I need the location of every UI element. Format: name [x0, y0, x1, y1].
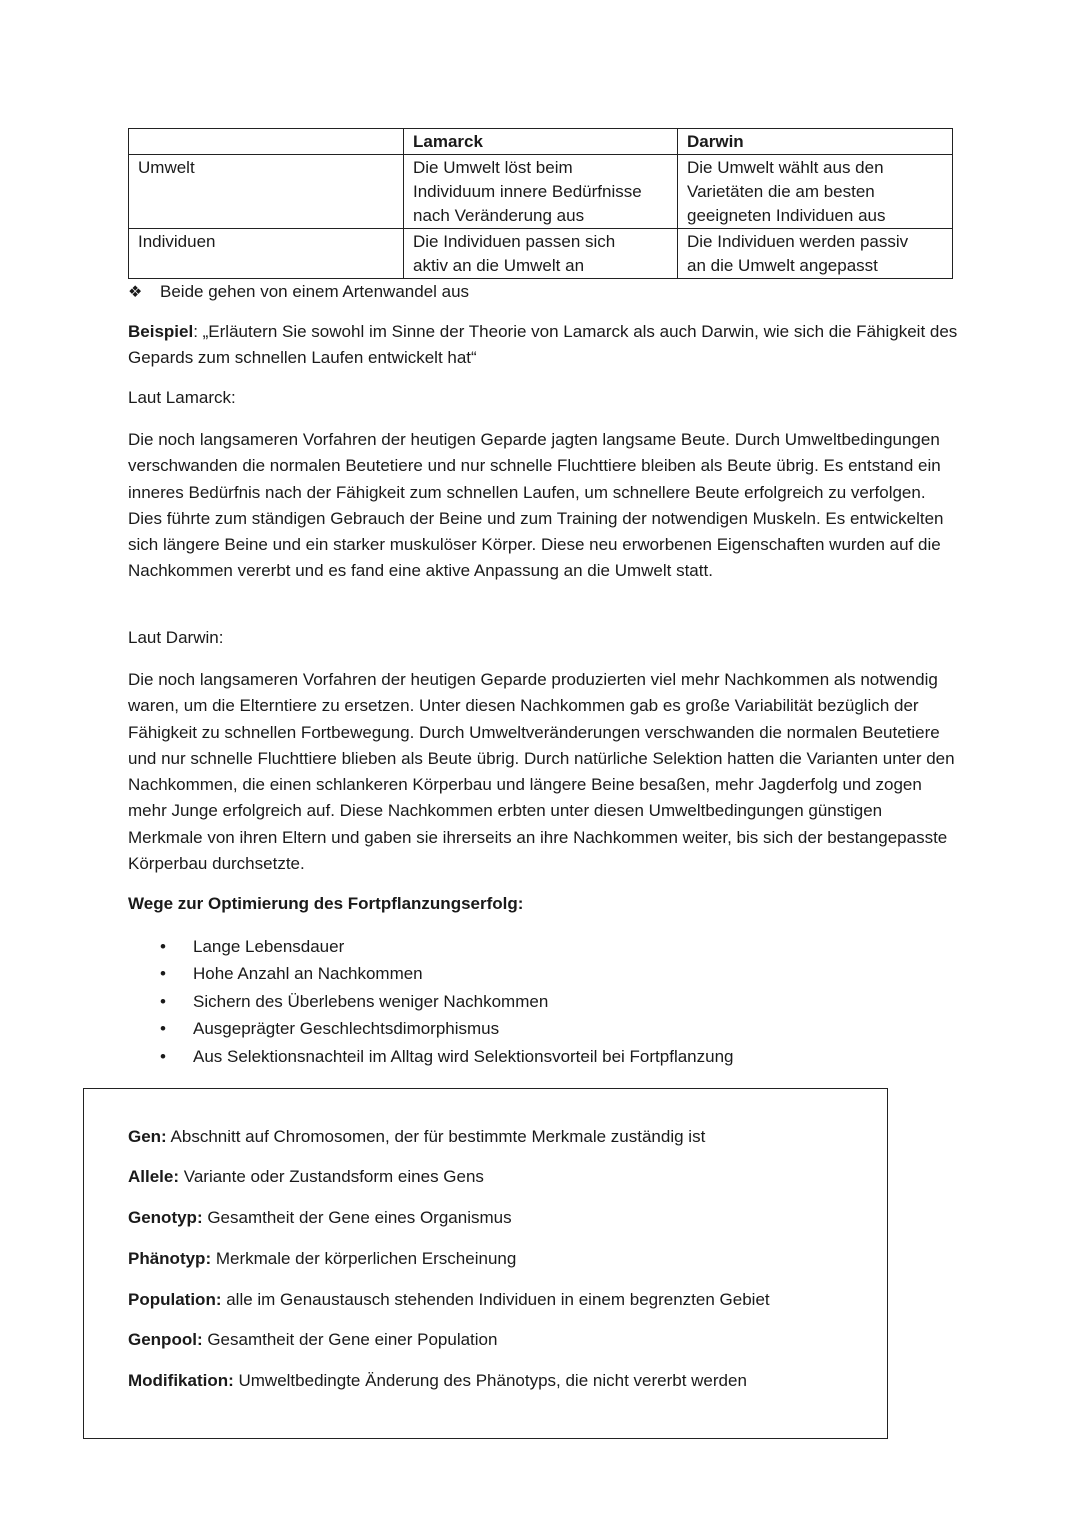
strategies-list — [160, 933, 734, 1070]
definition-term: Allele: — [128, 1167, 180, 1186]
list-item-text: Lange Lebensdauer — [193, 937, 345, 956]
list-item-text: Ausgeprägter Geschlechtsdimorphismus — [193, 1019, 500, 1039]
table-row — [129, 155, 953, 229]
diamond-bullet-icon: ❖ — [128, 284, 143, 301]
example-text: : „Erläutern Sie sowohl im Sinne der Theorie von Lamarck als auch Darwin, wie sich die Fähigkeit des Gepards zum schnellen Laufen entwickelt hat“ — [128, 322, 958, 368]
definition-text: Merkmale der körperlichen Erscheinung — [211, 1249, 517, 1268]
definition-item — [128, 1165, 484, 1189]
cell-line: an die Umwelt angepasst — [687, 256, 878, 275]
strategies-heading — [128, 891, 958, 917]
list-item — [160, 988, 734, 1015]
list-item — [160, 1043, 734, 1070]
definition-item — [128, 1125, 705, 1149]
cell-line: Individuum innere Bedürfnisse — [413, 182, 642, 201]
cell-line: Die Individuen passen sich — [413, 232, 616, 251]
definition-item — [128, 1369, 747, 1393]
definition-text: alle im Genaustausch stehenden Individuen in einem begrenzten Gebiet — [221, 1290, 770, 1309]
cell-line: Die Individuen werden passiv — [687, 232, 909, 251]
example-label: Beispiel — [128, 322, 194, 341]
lamarck-paragraph: Die noch langsameren Vorfahren der heutigen Geparde jagten langsame Beute. Durch Umweltbedingungen verschwanden die normalen Beutetiere und nur schnelle Fluchttiere bleiben als Beute übrig. Es entstand ein inneres Bedürfnis nach der Fähigkeit zum schnellen Laufen, um schnellere Beute erfolgreich zu verfolgen. Dies führte zum ständigen Gebrauch der Beine und zum Training der notwendigen Muskeln. Es entwickelten sich längere Beine und ein starker muskulöser Körper. Diese neu erworbenen Eigenschaften wurden auf die Nachkommen vererbt und es fand eine aktive Anpassung an die Umwelt statt. — [128, 430, 944, 581]
definition-item — [128, 1206, 512, 1230]
definition-text: Gesamtheit der Gene eines Organismus — [202, 1208, 512, 1227]
lamarck-heading: Laut Lamarck: — [128, 388, 236, 407]
definition-text: Abschnitt auf Chromosomen, der für bestimmte Merkmale zuständig ist — [166, 1127, 706, 1146]
bullet-icon: • — [160, 1019, 166, 1039]
bullet-icon: • — [160, 937, 166, 956]
definition-item — [128, 1247, 516, 1271]
row-label: Umwelt — [129, 155, 404, 229]
darwin-heading: Laut Darwin: — [128, 628, 224, 647]
lamarck-cell — [404, 155, 678, 229]
definition-term: Gen: — [128, 1127, 167, 1146]
definition-item — [128, 1288, 770, 1312]
table-header-empty — [129, 129, 404, 155]
cell-line: aktiv an die Umwelt an — [413, 256, 585, 275]
list-item-text: Hohe Anzahl an Nachkommen — [193, 964, 423, 984]
definition-item — [128, 1328, 497, 1352]
table-header-lamarck: Lamarck — [404, 129, 678, 155]
list-item — [160, 960, 734, 987]
cell-line: Die Umwelt wählt aus den — [687, 158, 884, 177]
table-header-darwin: Darwin — [678, 129, 953, 155]
definition-text: Variante oder Zustandsform eines Gens — [179, 1167, 484, 1186]
bullet-icon: • — [160, 1046, 166, 1066]
example-paragraph — [128, 319, 958, 372]
comparison-table — [128, 128, 953, 279]
list-item-text: Sichern des Überlebens weniger Nachkommen — [193, 991, 549, 1011]
list-item-text: Aus Selektionsnachteil im Alltag wird Selektionsvorteil bei Fortpflanzung — [193, 1046, 734, 1066]
list-item — [160, 933, 734, 960]
bullet-icon: • — [160, 991, 166, 1011]
cell-line: nach Veränderung aus — [413, 206, 585, 225]
cell-line: geeigneten Individuen aus — [687, 206, 886, 225]
row-label: Individuen — [129, 229, 404, 279]
note-text: Beide gehen von einem Artenwandel aus — [160, 282, 470, 301]
cell-line: Die Umwelt löst beim — [413, 158, 573, 177]
definition-term: Modifikation: — [128, 1371, 234, 1390]
table-header-row — [129, 129, 953, 155]
note-line — [128, 280, 469, 305]
darwin-cell — [678, 155, 953, 229]
darwin-paragraph: Die noch langsameren Vorfahren der heutigen Geparde produzierten viel mehr Nachkommen als notwendig waren, um die Elterntiere zu ersetzen. Unter diesen Nachkommen gab es große Variabilität bezüglich der Fähigkeit zu schnellen Fortbewegung. Durch Umweltveränderungen verschwanden die normalen Beutetiere und nur schnelle Fluchttiere blieben als Beute übrig. Durch natürliche Selektion hatten die Varianten unter den Nachkommen, die einen schlankeren Körperbau und längere Beine besaßen, mehr Jagderfolg und zogen mehr Junge erfolgreich auf. Diese Nachkommen erbten unter diesen Umweltbedingungen günstigen Merkmale von ihren Eltern und gaben sie ihrerseits an ihre Nachkommen weiter, bis sich der bestangepasste Körperbau durchsetzte. — [128, 670, 955, 874]
strategies-heading-text: Wege zur Optimierung des Fortpflanzungserfolg: — [128, 894, 524, 913]
darwin-cell — [678, 229, 953, 279]
bullet-icon: • — [160, 964, 166, 984]
definition-text: Gesamtheit der Gene einer Population — [202, 1330, 498, 1349]
definition-term: Population: — [128, 1290, 222, 1309]
lamarck-cell — [404, 229, 678, 279]
list-item — [160, 1015, 734, 1042]
definition-term: Phänotyp: — [128, 1249, 212, 1268]
definition-text: Umweltbedingte Änderung des Phänotyps, die nicht vererbt werden — [233, 1371, 747, 1390]
definition-term: Genotyp: — [128, 1208, 203, 1227]
cell-line: Varietäten die am besten — [687, 182, 875, 201]
definition-term: Genpool: — [128, 1330, 203, 1349]
table-row — [129, 229, 953, 279]
